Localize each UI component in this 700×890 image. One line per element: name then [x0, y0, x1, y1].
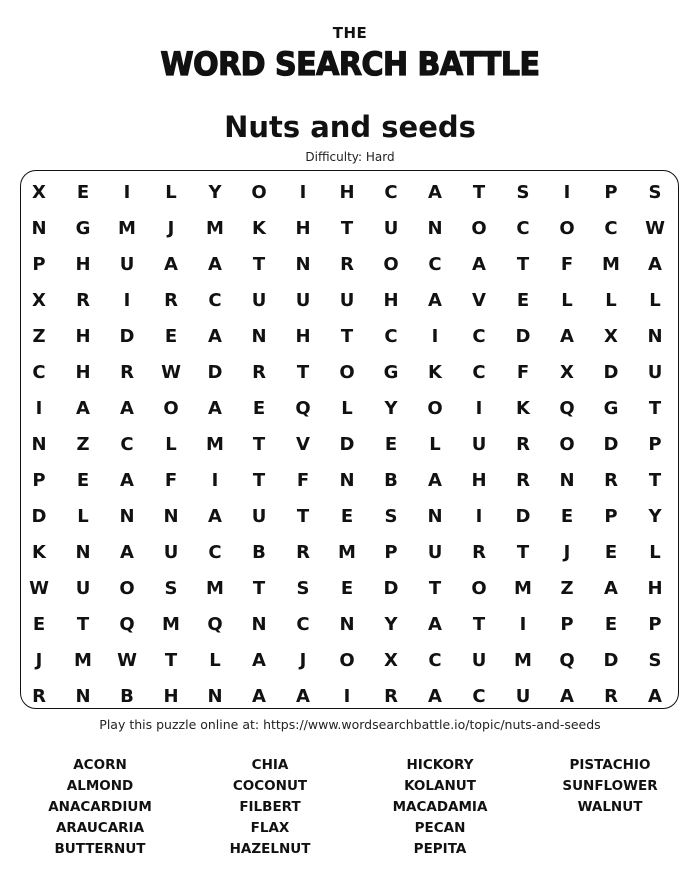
- grid-cell[interactable]: O: [339, 649, 355, 671]
- grid-cell[interactable]: T: [340, 217, 354, 239]
- grid-cell[interactable]: N: [75, 541, 91, 563]
- grid-cell[interactable]: T: [428, 577, 442, 599]
- grid-cell[interactable]: T: [252, 253, 266, 275]
- grid-cell[interactable]: Z: [32, 325, 46, 347]
- grid-cell[interactable]: C: [296, 613, 310, 635]
- grid-cell[interactable]: P: [560, 613, 574, 635]
- grid-cell[interactable]: W: [161, 361, 181, 383]
- grid-cell[interactable]: R: [252, 361, 266, 383]
- word-column: [355, 755, 525, 860]
- grid-cell[interactable]: O: [339, 361, 355, 383]
- grid-cell[interactable]: X: [560, 361, 574, 383]
- letter-grid[interactable]: [17, 174, 677, 714]
- grid-cell[interactable]: J: [167, 217, 175, 239]
- grid-cell[interactable]: L: [341, 397, 353, 419]
- grid-cell[interactable]: J: [563, 541, 571, 563]
- word-item: FLAX: [250, 820, 290, 836]
- grid-cell[interactable]: G: [603, 397, 619, 419]
- word-column: [525, 755, 695, 860]
- word-item: PISTACHIO: [569, 757, 651, 773]
- grid-cell[interactable]: C: [472, 361, 486, 383]
- grid-cell[interactable]: T: [296, 361, 310, 383]
- grid-cell[interactable]: M: [206, 577, 224, 599]
- grid-cell[interactable]: K: [252, 217, 266, 239]
- word-column: [185, 755, 355, 860]
- grid-cell[interactable]: L: [649, 289, 661, 311]
- grid-cell[interactable]: N: [427, 505, 443, 527]
- grid-cell[interactable]: Y: [384, 613, 398, 635]
- grid-cell[interactable]: D: [603, 433, 619, 455]
- grid-cell[interactable]: X: [384, 649, 398, 671]
- grid-cell[interactable]: U: [163, 541, 179, 563]
- grid-cell[interactable]: A: [428, 685, 442, 707]
- grid-cell[interactable]: L: [605, 289, 617, 311]
- grid-cell[interactable]: O: [559, 433, 575, 455]
- grid-cell[interactable]: X: [32, 289, 46, 311]
- grid-cell[interactable]: A: [560, 685, 574, 707]
- grid-cell[interactable]: A: [164, 253, 178, 275]
- word-item: HAZELNUT: [229, 841, 311, 857]
- grid-cell[interactable]: W: [117, 649, 137, 671]
- grid-cell[interactable]: U: [427, 541, 443, 563]
- grid-row: [17, 210, 677, 246]
- grid-cell[interactable]: C: [32, 361, 46, 383]
- grid-row: [17, 390, 677, 426]
- grid-cell[interactable]: E: [164, 325, 178, 347]
- grid-cell[interactable]: D: [339, 433, 355, 455]
- grid-cell[interactable]: A: [428, 469, 442, 491]
- grid-cell[interactable]: U: [251, 505, 267, 527]
- word-item: ALMOND: [66, 778, 134, 794]
- grid-cell[interactable]: Q: [119, 613, 135, 635]
- grid-cell[interactable]: T: [472, 181, 486, 203]
- grid-cell[interactable]: A: [296, 685, 310, 707]
- grid-cell[interactable]: P: [648, 433, 662, 455]
- grid-cell[interactable]: A: [252, 685, 266, 707]
- grid-row: [17, 498, 677, 534]
- grid-cell[interactable]: T: [252, 577, 266, 599]
- grid-cell[interactable]: J: [35, 649, 43, 671]
- grid-cell[interactable]: C: [472, 685, 486, 707]
- grid-cell[interactable]: E: [384, 433, 398, 455]
- grid-cell[interactable]: O: [471, 577, 487, 599]
- grid-cell[interactable]: I: [35, 397, 43, 419]
- grid-cell[interactable]: N: [559, 469, 575, 491]
- grid-cell[interactable]: H: [295, 325, 311, 347]
- grid-cell[interactable]: K: [428, 361, 442, 383]
- grid-cell[interactable]: U: [251, 289, 267, 311]
- grid-cell[interactable]: S: [648, 649, 662, 671]
- grid-cell[interactable]: K: [32, 541, 46, 563]
- grid-cell[interactable]: H: [163, 685, 179, 707]
- grid-cell[interactable]: F: [516, 361, 530, 383]
- grid-cell[interactable]: P: [604, 181, 618, 203]
- grid-cell[interactable]: B: [252, 541, 266, 563]
- grid-cell[interactable]: P: [32, 253, 46, 275]
- grid-cell[interactable]: C: [208, 541, 222, 563]
- grid-cell[interactable]: C: [208, 289, 222, 311]
- grid-cell[interactable]: I: [123, 289, 131, 311]
- grid-cell[interactable]: D: [603, 649, 619, 671]
- grid-cell[interactable]: T: [472, 613, 486, 635]
- grid-cell[interactable]: L: [165, 433, 177, 455]
- grid-cell[interactable]: D: [515, 325, 531, 347]
- grid-cell[interactable]: T: [252, 469, 266, 491]
- grid-cell[interactable]: R: [340, 253, 354, 275]
- grid-cell[interactable]: V: [296, 433, 310, 455]
- word-item: SUNFLOWER: [562, 778, 658, 794]
- grid-cell[interactable]: N: [251, 325, 267, 347]
- grid-cell[interactable]: R: [164, 289, 178, 311]
- grid-cell[interactable]: N: [119, 505, 135, 527]
- grid-cell[interactable]: E: [76, 469, 90, 491]
- grid-cell[interactable]: D: [207, 361, 223, 383]
- grid-cell[interactable]: M: [514, 649, 532, 671]
- grid-cell[interactable]: A: [560, 325, 574, 347]
- grid-cell[interactable]: C: [472, 325, 486, 347]
- grid-cell[interactable]: A: [208, 505, 222, 527]
- grid-cell[interactable]: A: [76, 397, 90, 419]
- grid-cell[interactable]: K: [516, 397, 530, 419]
- grid-cell[interactable]: I: [211, 469, 219, 491]
- grid-cell[interactable]: Q: [295, 397, 311, 419]
- word-item: FILBERT: [239, 799, 301, 815]
- grid-cell[interactable]: C: [384, 325, 398, 347]
- grid-cell[interactable]: D: [31, 505, 47, 527]
- grid-cell[interactable]: A: [648, 685, 662, 707]
- grid-cell[interactable]: E: [604, 541, 618, 563]
- grid-cell[interactable]: E: [76, 181, 90, 203]
- grid-cell[interactable]: E: [32, 613, 46, 635]
- grid-cell[interactable]: U: [383, 217, 399, 239]
- word-item: BUTTERNUT: [54, 841, 146, 857]
- grid-cell[interactable]: Y: [384, 397, 398, 419]
- grid-cell[interactable]: I: [299, 181, 307, 203]
- grid-cell[interactable]: F: [296, 469, 310, 491]
- grid-cell[interactable]: A: [208, 253, 222, 275]
- grid-cell[interactable]: I: [563, 181, 571, 203]
- grid-cell[interactable]: O: [251, 181, 267, 203]
- grid-cell[interactable]: H: [383, 289, 399, 311]
- grid-row: [17, 606, 677, 642]
- difficulty-label: Difficulty: Hard: [305, 150, 395, 164]
- puzzle-title: Nuts and seeds: [224, 110, 476, 144]
- grid-cell[interactable]: A: [428, 181, 442, 203]
- word-item: ARAUCARIA: [55, 820, 145, 836]
- grid-cell[interactable]: Q: [207, 613, 223, 635]
- grid-cell[interactable]: I: [475, 397, 483, 419]
- grid-cell[interactable]: O: [471, 217, 487, 239]
- grid-cell[interactable]: Q: [559, 397, 575, 419]
- grid-cell[interactable]: C: [120, 433, 134, 455]
- grid-cell[interactable]: E: [252, 397, 266, 419]
- grid-cell[interactable]: B: [120, 685, 134, 707]
- grid-cell[interactable]: M: [118, 217, 136, 239]
- grid-cell[interactable]: R: [120, 361, 134, 383]
- word-item: COCONUT: [232, 778, 308, 794]
- grid-cell[interactable]: I: [519, 613, 527, 635]
- grid-cell[interactable]: M: [602, 253, 620, 275]
- grid-row: [17, 462, 677, 498]
- grid-cell[interactable]: L: [165, 181, 177, 203]
- grid-cell[interactable]: A: [208, 397, 222, 419]
- grid-cell[interactable]: I: [431, 325, 439, 347]
- grid-row: [17, 246, 677, 282]
- grid-cell[interactable]: X: [604, 325, 618, 347]
- grid-cell[interactable]: N: [31, 217, 47, 239]
- grid-cell[interactable]: H: [471, 469, 487, 491]
- grid-cell[interactable]: U: [515, 685, 531, 707]
- grid-cell[interactable]: W: [645, 217, 665, 239]
- grid-cell[interactable]: T: [252, 433, 266, 455]
- grid-cell[interactable]: N: [207, 685, 223, 707]
- grid-cell[interactable]: N: [251, 613, 267, 635]
- grid-cell[interactable]: T: [516, 541, 530, 563]
- grid-cell[interactable]: T: [296, 505, 310, 527]
- grid-cell[interactable]: C: [428, 253, 442, 275]
- word-list: [15, 755, 695, 860]
- grid-cell[interactable]: O: [559, 217, 575, 239]
- grid-cell[interactable]: P: [648, 613, 662, 635]
- grid-cell[interactable]: R: [296, 541, 310, 563]
- grid-cell[interactable]: U: [295, 289, 311, 311]
- word-item: ANACARDIUM: [48, 799, 152, 815]
- grid-cell[interactable]: G: [75, 217, 91, 239]
- grid-cell[interactable]: S: [516, 181, 530, 203]
- grid-cell[interactable]: N: [647, 325, 663, 347]
- grid-cell[interactable]: H: [75, 361, 91, 383]
- grid-cell[interactable]: N: [339, 613, 355, 635]
- grid-cell[interactable]: A: [648, 253, 662, 275]
- grid-row: [17, 570, 677, 606]
- grid-cell[interactable]: E: [604, 613, 618, 635]
- grid-row: [17, 354, 677, 390]
- word-column: [15, 755, 185, 860]
- grid-cell[interactable]: X: [32, 181, 46, 203]
- grid-cell[interactable]: Y: [208, 181, 222, 203]
- grid-cell[interactable]: L: [209, 649, 221, 671]
- grid-cell[interactable]: H: [75, 253, 91, 275]
- grid-cell[interactable]: M: [74, 649, 92, 671]
- grid-row: [17, 174, 677, 210]
- grid-row: [17, 534, 677, 570]
- grid-cell[interactable]: C: [384, 181, 398, 203]
- grid-cell[interactable]: S: [648, 181, 662, 203]
- grid-cell[interactable]: J: [299, 649, 307, 671]
- grid-cell[interactable]: M: [514, 577, 532, 599]
- grid-row: [17, 426, 677, 462]
- grid-cell[interactable]: E: [516, 289, 530, 311]
- grid-cell[interactable]: M: [206, 433, 224, 455]
- grid-cell[interactable]: R: [472, 541, 486, 563]
- grid-cell[interactable]: P: [384, 541, 398, 563]
- grid-cell[interactable]: R: [604, 469, 618, 491]
- grid-cell[interactable]: R: [32, 685, 46, 707]
- grid-cell[interactable]: N: [75, 685, 91, 707]
- grid-cell[interactable]: P: [604, 505, 618, 527]
- grid-cell[interactable]: D: [603, 361, 619, 383]
- grid-cell[interactable]: Z: [76, 433, 90, 455]
- grid-cell[interactable]: B: [384, 469, 398, 491]
- grid-cell[interactable]: R: [76, 289, 90, 311]
- word-item: CHIA: [251, 757, 289, 773]
- grid-cell[interactable]: A: [120, 469, 134, 491]
- play-online-link[interactable]: Play this puzzle online at: https://www.wordsearchbattle.io/topic/nuts-and-seeds: [99, 717, 601, 732]
- grid-cell[interactable]: U: [647, 361, 663, 383]
- grid-cell[interactable]: T: [648, 397, 662, 419]
- grid-cell[interactable]: E: [340, 505, 354, 527]
- grid-cell[interactable]: H: [647, 577, 663, 599]
- grid-cell[interactable]: P: [32, 469, 46, 491]
- grid-row: [17, 318, 677, 354]
- word-item: WALNUT: [577, 799, 643, 815]
- grid-cell[interactable]: T: [76, 613, 90, 635]
- grid-cell[interactable]: H: [295, 217, 311, 239]
- grid-cell[interactable]: F: [164, 469, 178, 491]
- grid-cell[interactable]: O: [119, 577, 135, 599]
- grid-cell[interactable]: U: [119, 253, 135, 275]
- grid-cell[interactable]: L: [429, 433, 441, 455]
- grid-cell[interactable]: H: [75, 325, 91, 347]
- grid-cell[interactable]: O: [163, 397, 179, 419]
- grid-cell[interactable]: D: [515, 505, 531, 527]
- grid-cell[interactable]: H: [339, 181, 355, 203]
- grid-cell[interactable]: E: [340, 577, 354, 599]
- word-item: HICKORY: [406, 757, 474, 773]
- grid-cell[interactable]: R: [516, 469, 530, 491]
- grid-cell[interactable]: D: [119, 325, 135, 347]
- grid-cell[interactable]: O: [427, 397, 443, 419]
- grid-cell[interactable]: E: [560, 505, 574, 527]
- grid-cell[interactable]: C: [428, 649, 442, 671]
- grid-cell[interactable]: R: [516, 433, 530, 455]
- grid-cell[interactable]: S: [164, 577, 178, 599]
- grid-cell[interactable]: T: [164, 649, 178, 671]
- grid-cell[interactable]: W: [29, 577, 49, 599]
- grid-cell[interactable]: L: [561, 289, 573, 311]
- word-item: KOLANUT: [404, 778, 476, 794]
- grid-cell[interactable]: Z: [560, 577, 574, 599]
- grid-cell[interactable]: U: [471, 649, 487, 671]
- grid-row: [17, 642, 677, 678]
- grid-cell[interactable]: O: [383, 253, 399, 275]
- grid-cell[interactable]: I: [343, 685, 351, 707]
- grid-cell[interactable]: A: [472, 253, 486, 275]
- grid-cell[interactable]: G: [383, 361, 399, 383]
- grid-cell[interactable]: N: [339, 469, 355, 491]
- grid-cell[interactable]: Y: [648, 505, 662, 527]
- grid-cell[interactable]: M: [162, 613, 180, 635]
- grid-cell[interactable]: L: [649, 541, 661, 563]
- grid-cell[interactable]: A: [208, 325, 222, 347]
- grid-cell[interactable]: S: [296, 577, 310, 599]
- grid-cell[interactable]: T: [648, 469, 662, 491]
- grid-cell[interactable]: C: [516, 217, 530, 239]
- grid-cell[interactable]: S: [384, 505, 398, 527]
- grid-cell[interactable]: V: [472, 289, 486, 311]
- grid-cell[interactable]: M: [206, 217, 224, 239]
- grid-cell[interactable]: N: [31, 433, 47, 455]
- grid-cell[interactable]: N: [295, 253, 311, 275]
- word-item: ACORN: [73, 757, 127, 773]
- grid-cell[interactable]: T: [516, 253, 530, 275]
- grid-cell[interactable]: U: [339, 289, 355, 311]
- grid-cell[interactable]: A: [428, 613, 442, 635]
- grid-cell[interactable]: U: [471, 433, 487, 455]
- word-item: PECAN: [414, 820, 466, 836]
- grid-cell[interactable]: D: [383, 577, 399, 599]
- grid-cell[interactable]: L: [77, 505, 89, 527]
- word-item: MACADAMIA: [392, 799, 488, 815]
- grid-cell[interactable]: A: [120, 397, 134, 419]
- grid-cell[interactable]: A: [120, 541, 134, 563]
- grid-cell[interactable]: I: [123, 181, 131, 203]
- site-logo[interactable]: WORD SEARCH BATTLE: [160, 45, 540, 84]
- grid-cell[interactable]: Q: [559, 649, 575, 671]
- word-item: PEPITA: [413, 841, 467, 857]
- grid-cell[interactable]: T: [340, 325, 354, 347]
- grid-row: [17, 678, 677, 714]
- grid-cell[interactable]: A: [428, 289, 442, 311]
- grid-cell[interactable]: I: [475, 505, 483, 527]
- grid-cell[interactable]: C: [604, 217, 618, 239]
- grid-cell[interactable]: A: [604, 577, 618, 599]
- grid-cell[interactable]: U: [75, 577, 91, 599]
- grid-cell[interactable]: N: [163, 505, 179, 527]
- grid-cell[interactable]: F: [560, 253, 574, 275]
- grid-row: [17, 282, 677, 318]
- grid-cell[interactable]: R: [604, 685, 618, 707]
- grid-cell[interactable]: R: [384, 685, 398, 707]
- pre-title: THE: [332, 24, 368, 42]
- grid-cell[interactable]: N: [427, 217, 443, 239]
- grid-cell[interactable]: M: [338, 541, 356, 563]
- grid-cell[interactable]: A: [252, 649, 266, 671]
